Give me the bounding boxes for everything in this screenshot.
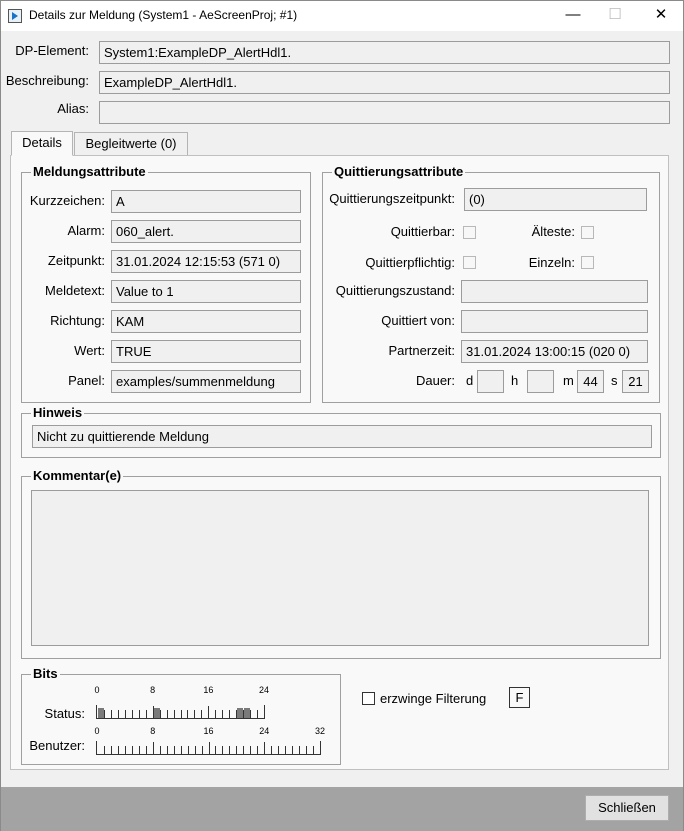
partnerzeit-field[interactable]: 31.01.2024 13:00:15 (020 0) [461, 340, 648, 363]
dp-element-field[interactable]: System1:ExampleDP_AlertHdl1. [99, 41, 670, 64]
bit-tick [146, 710, 147, 718]
dauer-label: Dauer: [415, 373, 455, 388]
bit-tick [139, 746, 140, 754]
bit-tick [132, 710, 133, 718]
bit-tick-label: 16 [203, 685, 214, 695]
dauer-m-label: m [563, 373, 574, 388]
bit-tick [111, 746, 112, 754]
zeitpunkt-label: Zeitpunkt: [47, 253, 105, 268]
quittierungsattribute-title: Quittierungsattribute [334, 164, 464, 179]
aelteste-label: Älteste: [531, 224, 575, 239]
kurzzeichen-field[interactable]: A [111, 190, 301, 213]
bit-tick-label: 16 [203, 726, 214, 736]
bit-tick [257, 746, 258, 754]
bit-tick [111, 710, 112, 718]
bit-tick [167, 710, 168, 718]
richtung-field[interactable]: KAM [111, 310, 301, 333]
benutzer-bits-ruler [96, 741, 321, 755]
bit-tick [285, 746, 286, 754]
bit-tick [222, 710, 223, 718]
set-bit-cell [237, 708, 243, 718]
alarm-field[interactable]: 060_alert. [111, 220, 301, 243]
bit-tick-label: 0 [94, 685, 100, 695]
bit-tick-label: 32 [314, 726, 326, 736]
bit-tick [194, 710, 195, 718]
quittierbar-checkbox [463, 226, 476, 239]
quittiert-von-label: Quittiert von: [381, 313, 455, 328]
status-bits-label: Status: [44, 706, 85, 721]
dauer-d-label: d [466, 373, 474, 388]
bit-tick [160, 710, 161, 718]
alias-field[interactable] [99, 101, 670, 124]
dp-element-label: DP-Element: [15, 43, 89, 58]
set-bit-cell [154, 708, 160, 718]
erzwinge-filterung-checkbox[interactable] [362, 692, 375, 705]
bit-tick [215, 746, 216, 754]
wert-label: Wert: [74, 343, 105, 358]
bit-tick [202, 746, 203, 754]
bit-tick [118, 746, 119, 754]
bit-tick-label: 24 [259, 726, 270, 736]
bit-tick [167, 746, 168, 754]
bit-tick [201, 710, 202, 718]
dauer-s-label: s [611, 373, 618, 388]
bit-tick-label: 8 [150, 685, 156, 695]
quittierungszeitpunkt-label: Quittierungszeitpunkt: [329, 191, 455, 206]
quittierpflichtig-checkbox [463, 256, 476, 269]
bit-tick [299, 746, 300, 754]
panel-label: Panel: [68, 373, 105, 388]
bit-tick [208, 706, 209, 718]
dauer-s-field[interactable]: 21 [622, 370, 649, 393]
set-bit-cell [244, 708, 250, 718]
bit-tick [250, 710, 251, 718]
bit-tick [146, 746, 147, 754]
minimize-button[interactable]: — [565, 6, 581, 23]
bit-tick [222, 746, 223, 754]
kommentar-title: Kommentar(e) [33, 468, 122, 483]
alias-label: Alias: [57, 101, 89, 116]
hinweis-field[interactable]: Nicht zu quittierende Meldung [32, 425, 652, 448]
bit-tick [187, 710, 188, 718]
zeitpunkt-field[interactable]: 31.01.2024 12:15:53 (571 0) [111, 250, 301, 273]
erzwinge-filterung-label[interactable]: erzwinge Filterung [380, 691, 487, 706]
bit-tick [104, 710, 105, 718]
window-title: Details zur Meldung (System1 - AeScreenProj; #1) [29, 8, 298, 22]
bit-tick [188, 746, 189, 754]
bit-tick [229, 746, 230, 754]
panel-field[interactable]: examples/summenmeldung [111, 370, 301, 393]
bit-tick [125, 746, 126, 754]
einzeln-checkbox [581, 256, 594, 269]
hinweis-title: Hinweis [33, 405, 83, 420]
quittierungszustand-label: Quittierungszustand: [335, 283, 455, 298]
schliessen-button[interactable]: Schließen [585, 795, 669, 821]
kommentar-textarea[interactable] [31, 490, 649, 646]
set-bit-cell [98, 708, 104, 718]
bit-tick [139, 710, 140, 718]
bit-tick-label: 8 [150, 726, 156, 736]
meldetext-field[interactable]: Value to 1 [111, 280, 301, 303]
bit-tick [271, 746, 272, 754]
footer-bar [1, 787, 683, 831]
bit-tick [181, 710, 182, 718]
aelteste-checkbox [581, 226, 594, 239]
maximize-button: ☐ [608, 6, 622, 23]
bits-title: Bits [33, 666, 58, 681]
bit-tick-label: 24 [258, 685, 270, 695]
bit-tick [278, 746, 279, 754]
close-window-button[interactable]: ✕ [654, 6, 668, 23]
kurzzeichen-label: Kurzzeichen: [29, 193, 105, 208]
wert-field[interactable]: TRUE [111, 340, 301, 363]
bit-tick [209, 742, 210, 754]
quittierpflichtig-label: Quittierpflichtig: [365, 255, 455, 270]
bit-tick [306, 746, 307, 754]
beschreibung-label: Beschreibung: [5, 73, 89, 88]
bit-tick [104, 746, 105, 754]
bit-tick [292, 746, 293, 754]
quittierbar-label: Quittierbar: [390, 224, 455, 239]
bit-tick-label: 0 [94, 726, 100, 736]
bit-tick [229, 710, 230, 718]
title-bar [1, 1, 683, 31]
dauer-h-field[interactable] [527, 370, 554, 393]
bit-tick [125, 710, 126, 718]
benutzer-bits-label: Benutzer: [29, 738, 85, 753]
partnerzeit-label: Partnerzeit: [388, 343, 455, 358]
dauer-h-label: h [511, 373, 519, 388]
meldetext-label: Meldetext: [45, 283, 105, 298]
tab-begleitwerte[interactable]: Begleitwerte (0) [74, 132, 188, 156]
bit-tick [215, 710, 216, 718]
meldungsattribute-title: Meldungsattribute [33, 164, 146, 179]
quittierungszustand-field[interactable] [461, 280, 648, 303]
einzeln-label: Einzeln: [528, 255, 575, 270]
tab-details[interactable]: Details [11, 131, 73, 156]
bit-tick [174, 746, 175, 754]
bit-tick [195, 746, 196, 754]
bit-tick [313, 746, 314, 754]
quittiert-von-field[interactable] [461, 310, 648, 333]
richtung-label: Richtung: [50, 313, 105, 328]
quittierungszeitpunkt-field[interactable]: (0) [464, 188, 647, 211]
dauer-m-field[interactable]: 44 [577, 370, 604, 393]
filter-f-button[interactable]: F [509, 687, 530, 708]
bit-tick [153, 742, 154, 754]
bit-tick [243, 746, 244, 754]
bit-tick [264, 742, 265, 754]
beschreibung-field[interactable]: ExampleDP_AlertHdl1. [99, 71, 670, 94]
bit-tick [181, 746, 182, 754]
status-bits-ruler [96, 705, 265, 719]
bit-tick [236, 746, 237, 754]
bit-tick [160, 746, 161, 754]
bit-tick [132, 746, 133, 754]
bit-tick [250, 746, 251, 754]
bit-tick [118, 710, 119, 718]
bit-tick [174, 710, 175, 718]
app-icon [8, 9, 22, 23]
bit-tick [257, 710, 258, 718]
alarm-label: Alarm: [67, 223, 105, 238]
dauer-d-field[interactable] [477, 370, 504, 393]
